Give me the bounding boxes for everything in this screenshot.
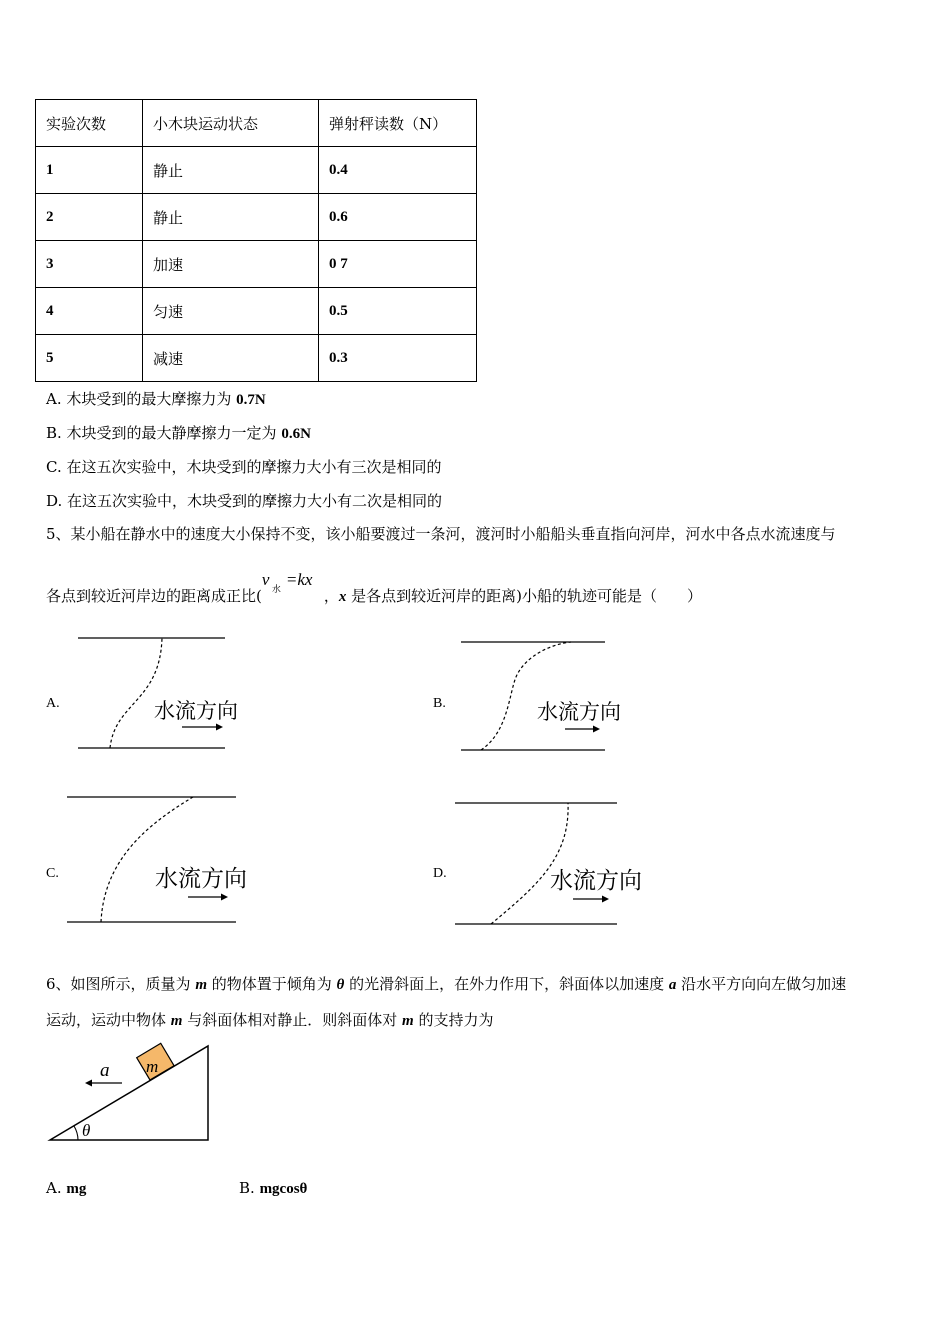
table-header-row: [36, 100, 477, 147]
table-cell: 0.3: [319, 335, 477, 382]
q6-line-1: [46, 974, 846, 995]
table-cell: 5: [36, 335, 143, 382]
q5-line-1: 5、某小船在静水中的速度大小保持不变，该小船要渡过一条河，渡河时小船船头垂直指向河岸，河水中各点水流速度与: [46, 525, 836, 543]
q6-theta-symbol: θ: [336, 977, 345, 993]
table-cell: 匀速: [143, 288, 319, 335]
flow-arrow-icon: [573, 896, 609, 903]
incline-diagram: [40, 1038, 220, 1150]
table-row: [36, 288, 477, 335]
q5-line-2: [46, 570, 702, 607]
experiment-table: [35, 99, 477, 382]
formula-sub: 水: [271, 585, 281, 595]
q6-text: 6、如图所示，质量为: [46, 975, 196, 993]
angle-arc: [74, 1126, 78, 1140]
q5-x: x: [338, 589, 347, 605]
table-cell: 4: [36, 288, 143, 335]
option-text: A. 木块受到的最大摩擦力为: [46, 390, 237, 408]
q4-option-d: [46, 491, 442, 511]
table-cell: 加速: [143, 241, 319, 288]
table-header-cell: 弹射秤读数（N）: [319, 100, 477, 147]
flow-label: 水流方向: [537, 700, 621, 724]
q6-mass-symbol: m: [170, 1013, 183, 1029]
accel-label: a: [100, 1060, 110, 1081]
boat-trajectory: [110, 638, 162, 748]
table-cell: 0 7: [319, 241, 477, 288]
flow-arrow-icon: [188, 894, 228, 901]
flow-label: 水流方向: [154, 699, 238, 723]
q6-line-2: [46, 1010, 493, 1031]
q6-text: 沿水平方向向左做匀加速: [676, 975, 847, 993]
q5-sep: ，: [323, 587, 339, 605]
table-cell: 静止: [143, 194, 319, 241]
option-text: C. 在这五次实验中，木块受到的摩擦力大小有三次是相同的: [46, 458, 442, 476]
q5-text: 各点到较近河岸边的距离成正比(: [46, 587, 262, 605]
q4-option-c: [46, 457, 441, 477]
q6-text: 的物体置于倾角为: [206, 975, 337, 993]
table-header-cell: 实验次数: [36, 100, 143, 147]
option-value: 0.7N: [236, 392, 266, 408]
incline-wedge: [50, 1046, 208, 1140]
option-value: mg: [66, 1181, 87, 1197]
q6-text: 的支持力为: [413, 1011, 494, 1029]
mass-label: m: [146, 1057, 159, 1076]
option-label: B.: [239, 1179, 260, 1197]
table-row: [36, 335, 477, 382]
river-diagram-c: [60, 788, 245, 930]
boat-trajectory: [481, 642, 571, 750]
q5-option-d-label: D.: [433, 866, 447, 881]
q6-mass-symbol: m: [402, 1013, 414, 1029]
q5-text: 是各点到较近河岸的距离)小船的轨迹可能是（ ）: [346, 587, 702, 605]
table-cell: 1: [36, 147, 143, 194]
table-cell: 3: [36, 241, 143, 288]
table-cell: 0.4: [319, 147, 477, 194]
river-diagram-a: [70, 630, 238, 758]
q6-mass-symbol: m: [195, 977, 207, 993]
table-cell: 减速: [143, 335, 319, 382]
formula-rest: =kx: [285, 570, 313, 589]
q5-option-b-label: B.: [433, 696, 446, 711]
table-cell: 2: [36, 194, 143, 241]
flow-arrow-icon: [182, 724, 223, 731]
table-row: [36, 241, 477, 288]
river-diagram-d: [448, 795, 642, 933]
table-cell: 静止: [143, 147, 319, 194]
angle-label: θ: [82, 1121, 91, 1140]
formula-v: v: [261, 570, 270, 589]
q5-option-a-label: A.: [46, 696, 60, 711]
velocity-formula: [261, 570, 324, 606]
q6-text: 运动，运动中物体: [46, 1011, 171, 1029]
q4-option-b: [46, 423, 311, 444]
flow-arrow-icon: [565, 726, 600, 733]
q6-accel-symbol: a: [668, 977, 677, 993]
boat-trajectory: [101, 797, 193, 922]
table-cell: 0.5: [319, 288, 477, 335]
table-cell: 0.6: [319, 194, 477, 241]
river-diagram-b: [453, 632, 621, 760]
option-value: 0.6N: [281, 426, 311, 442]
boat-trajectory: [491, 803, 568, 924]
q5-option-c-label: C.: [46, 866, 59, 881]
option-label: A.: [46, 1179, 67, 1197]
option-text: D. 在这五次实验中，木块受到的摩擦力大小有二次是相同的: [46, 492, 443, 510]
q6-option-b: [239, 1178, 307, 1199]
q6-text: 与斜面体相对静止．则斜面体对: [182, 1011, 402, 1029]
table-header-cell: 小木块运动状态: [143, 100, 319, 147]
table-row: [36, 194, 477, 241]
q6-option-a: [46, 1178, 86, 1199]
flow-label: 水流方向: [550, 868, 642, 894]
q6-text: 的光滑斜面上，在外力作用下，斜面体以加速度: [344, 975, 669, 993]
q4-option-a: [46, 389, 266, 410]
option-text: B. 木块受到的最大静摩擦力一定为: [46, 424, 282, 442]
flow-label: 水流方向: [155, 866, 247, 892]
option-value: mgcosθ: [259, 1181, 308, 1197]
table-row: [36, 147, 477, 194]
